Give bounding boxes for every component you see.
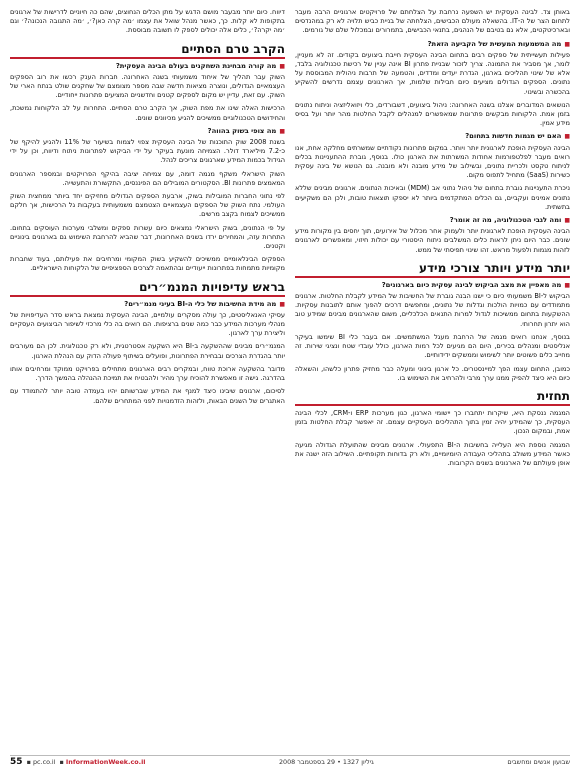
article-columns xyxy=(10,8,570,756)
article-page xyxy=(10,8,570,756)
paragraph: לסיכום, ארגונים שיבינו כיצד למנף את המידע שברשותם יהיו בעמדה טובה יותר להתמודד עם האתגרים של השנים הבאות, ולזהות הזדמנויות לפני המתחרים שלהם. xyxy=(10,387,285,405)
paragraph: הספקים הבינלאומיים ממשיכים להשקיע בשוק המקומי ומרחיבים את פעילותם, בעוד שחברות מקומיות מתמחות בפתרונות ייעודיים ובהתאמה לצרכים הספציפיים של הלקוחות הישראליים. xyxy=(10,255,285,273)
interview-question: ■ ומה לגבי הטכנולוגיה, מה זה אומר? xyxy=(295,216,570,225)
interview-question: ■ מה מידת החשיבות של כלי ה-BI בעיני מנמ״רים? xyxy=(10,300,285,309)
paragraph: דיווח. כיום יותר מבעבר מושם הדגש על מתן הכלים הנחוצים, שהם כה חיוניים לדרישות של ארגונים בתקופות לא קלות. כך, כאשר מנהל שואל את עצמו ׳מה קרה כאן?׳, ׳מה התגובה הנכונה?׳ וגם ׳מה יקרה?׳, כלים אלה יכולים לספק לו תשובה מבוססת. xyxy=(10,8,285,35)
paragraph: המנמ״רים מבינים שההשקעה ב-BI היא השקעה אסטרטגית, ולא רק טכנולוגית. לכן הם מעורבים יותר בהגדרת הצרכים ובבחירת הפתרונות, ופועלים בשיתוף פעולה הדוק עם הנהלת הארגון. xyxy=(10,342,285,360)
paragraph: המגמה נוספת היא העלייה בחשיבות ה-BI התפעולי. ארגונים מבינים שהתועלת הגדולה מגיעה כאשר המידע משולב בתהליכי העבודה היומיומיים, ולא רק בדוחות תקופתיים. השילוב הזה ישנה את אופן פעולתם של הארגונים בשנים הקרובות. xyxy=(295,440,570,467)
interview-question: ■ האם יש מגמות חדשות בתחום? xyxy=(295,132,570,141)
footer-issue: גיליון 1327 • 29 בספטמבר 2008 xyxy=(278,758,374,766)
paragraph: בשנת 2008 שוק התוכנות של הבינה העסקית צפוי לצמוח בשיעור של 11% ולהגיע להיקף של כ-7.2 מיליארד דולר. הצמיחה מונעת בעיקר על ידי הביקוש לפתרונות ניתוח ודיווח, וכן על ידי הגידול בכמות המידע שארגונים צריכים לנהל. xyxy=(10,138,285,165)
interview-question: ■ מה קורה מבחינת השחקנים בעולם הבינה העסקית? xyxy=(10,62,285,71)
interview-question: ■ מה המשמעות המעשית של הקביעה הזאת? xyxy=(295,40,570,49)
paragraph: הבינה העסקית הופכת לארגונית יותר ולעמוק אחר מכלול של אירועים, תוך יחסים בין מקורות מידע שונים. כבר היום ניתן לראות כלים המשלבים ניתוח היסטורי עם יכולות חיזוי, ומאפשרים לארגונים לזהות מגמות ולפעול מראש. זהו שינוי תפיסתי של ממש. xyxy=(295,227,570,254)
column-right xyxy=(295,8,570,748)
paragraph: הנושאים המדוברים אצלנו בשנה האחרונה: ניהול ביצועים, דשבורדים, כלי ויזואליזציה וניתוח נתונים בזמן אמת. הלקוחות מבקשים פתרונות שמאפשרים למנהלים לקבל החלטות מהר יותר ועל בסיס מידע אמין. xyxy=(295,100,570,128)
paragraph: הרכישות האלה שינו את מפת השוק, אך הקרב טרם הסתיים. התחרות על לב הלקוחות נמשכת, והחידושים הטכנולוגיים ממשיכים להגיע מכיוונים שונים. xyxy=(10,104,285,122)
section-heading: הקרב טרם הסתיים xyxy=(10,42,285,59)
paragraph: מדובר בהשקעה ארוכת טווח, ובמקרים רבים הארגונים מתחילים בפרויקט ממוקד ומרחיבים אותו בהדרגה. גישה זו מאפשרת להוכיח ערך מהיר ולהבטיח את תמיכת ההנהלה בהמשך הדרך. xyxy=(10,364,285,383)
interview-question: ■ מה מאפיין את מצב הביקוש לבינה עסקית כיום בארגונים? xyxy=(295,281,570,290)
interview-question: ■ מה צופי בשוק בהווה? xyxy=(10,127,285,136)
paragraph: עסיקי האנאליסטים, כך עולה מסקרים עולמיים, הבינה העסקית נמצאת בראש סדר העדיפויות של מנהלי מערכות המידע כבר כמה שנים ברציפות. הם רואים בה כלי מרכזי לשיפור הביצועים העסקיים וליצירת ערך לארגון. xyxy=(10,310,285,338)
footer-site: InformationWeek.co.il xyxy=(65,758,146,766)
paragraph: המגמה ננסקת היא, שיקרות יתחברו כך יישומי הארגון, כגון מערכות ERP ו-CRM, לכלי הבינה העסקית, כך שהמידע יהיה זמין בתוך התהליכים העסקיים עצמם. זה יאפשר קבלת החלטות בזמן אמת, ובמקום הנכון. xyxy=(295,408,570,436)
paragraph: השוק הישראלי משקף מגמה דומה, עם צמיחה יציבה בהיקף הפרויקטים ובמספר הארגונים המאמצים פתרונות BI. הסקטורים המובילים הם הפיננסים, התקשורת והתעשייה. xyxy=(10,169,285,187)
paragraph: בנוסף, אנחנו רואים מגמה של הרחבת מעגל המשתמשים. אם בעבר כלי BI שימשו בעיקר אנליסטים ומנהלים בכירים, היום הם מגיעים לכל רמות הארגון, כולל עובדי שטח ונציגי שירות. זה מחייב כלים פשוטים יותר לשימוש וממשקים ידידותיים. xyxy=(295,332,570,360)
footer-section: שבועון אנשים ומחשבים xyxy=(507,758,570,766)
paragraph: כמובן, התחום עצמו הפך למיינסטרים. כל ארגון בינוני ומעלה כבר מחזיק פתרון כלשהו, והשאלה כיום היא כיצד להפיק ממנו ערך מרבי ולהרחיב את השימוש בו. xyxy=(295,364,570,382)
section-heading: יותר מידע ויותר צורכי מידע xyxy=(295,261,570,278)
paragraph: באותן צד. לבינה העסקית יש השפעה נרחבת על הצלחתם של פרויקטים ארגוניים הרבה מעבר לתחום הצר של ה-IT. בהשאלה מעולם הכבישים, הצלחתה של בניית כביש תלויה לא רק במהנדסים ובארכיטקטים, אלא גם בטיבם של הנהגים, בתנאי הכבישים, בתמרורים ובמכלול שלם של גורמים. xyxy=(295,8,570,35)
footer-site-alt: pc.co.il xyxy=(32,758,56,766)
paragraph: על פי הנתונים, בשוק הישראלי נמצאים כיום עשרות ספקים ומשלבי מערכות העוסקים בתחום. התחרות עזה, והמחירים ירדו בשנים האחרונות, דבר שהביא להרחבת השימוש גם בארגונים בינוניים וקטנים. xyxy=(10,223,285,251)
section-heading: בראש עדיפויות המנמ״רים xyxy=(10,280,285,297)
paragraph: לפי נתוני החברות המובילות בשוק, ארבעת הספקים הגדולים מחזיקים יחד ביותר ממחצית השוק העולמי. נתח השוק של הספקים העצמאיים הצטמצם משמעותית בעקבות גל הרכישות, אך חלקם ממשיכים לצמוח בקצב מרשים. xyxy=(10,192,285,219)
paragraph: ניכרת התעניינות גוברת בתחום של ניהול נתוני אב (MDM) ובאיכות הנתונים. ארגונים מבינים שללא נתונים אמינים ועקביים, גם הכלים המתקדמים ביותר לא יספקו תוצאות טובות, ולכן הם משקיעים בתשתית. xyxy=(295,184,570,211)
section-heading: תחזית xyxy=(295,389,570,406)
page-footer xyxy=(10,755,570,768)
paragraph: השוק עבר תהליך של איחוד משמעותי בשנה האחרונה. חברות הענק רכשו את רוב הספקים העצמאיים הגדולים, ונוצרה מציאות חדשה שבה מספר מצומצם של שחקנים שולט בנתח הארי של השוק. עם זאת, עדיין יש מקום לספקים קטנים וחדשניים המציעים פתרונות ייחודיים. xyxy=(10,72,285,100)
paragraph: הביקוש ל-BI משמעותי כיום כי ישנו הבנה גוברת של החשיבות של המידע לקבלת החלטות. ארגונים מתמודדים עם כמויות הולכות וגדלות של נתונים, ומחפשים דרכים להפוך אותם לתובנות עסקיות. ההשקעות בתחום ממשיכות לגדול למרות התנאים הכלכליים, משום שהארגונים מבינים שמידע טוב הוא יתרון תחרותי. xyxy=(295,292,570,328)
paragraph: הבינה העסקית הופכת לארגונית יותר ויותר. במקום פתרונות נקודתיים שמשרתים מחלקה אחת, אנו רואים מעבר לפלטפורמות אחודות המשרתות את הארגון כולו. בנוסף, גוברת ההתעניינות בכלים לניתוח טקסט ולכריית נתונים, ובשילוב של מידע מובנה ולא מובנה. גם הנושא של בינה עסקית כשירות (SaaS) מתחיל לתפוס מקום. xyxy=(295,143,570,180)
footer-left: 55 ▪ pc.co.il ▪ InformationWeek.co.il xyxy=(10,757,146,767)
paragraph: פעילות תעשייתית של ספקים רבים בתחום הבינה העסקית חייבת ביצועים בקודים. זה לא מעניין, לומר, אך מסביר את התמונה. צריך לזכור שבניית פתרון BI אינה עניין של רכישת טכנולוגיה בלבד, אלא של שינוי תהליכים בארגון, הגדרת יעדים ומדדים, והטמעה של תרבות ניהולית המבוססת על נתונים. הספקים הגדולים מציעים כיום חבילות שלמות, אך הארגונים עצמם נדרשים להשקיע בהכשרה ובשינוי. xyxy=(295,50,570,96)
column-left xyxy=(10,8,285,748)
page-number: 55 xyxy=(10,757,23,767)
